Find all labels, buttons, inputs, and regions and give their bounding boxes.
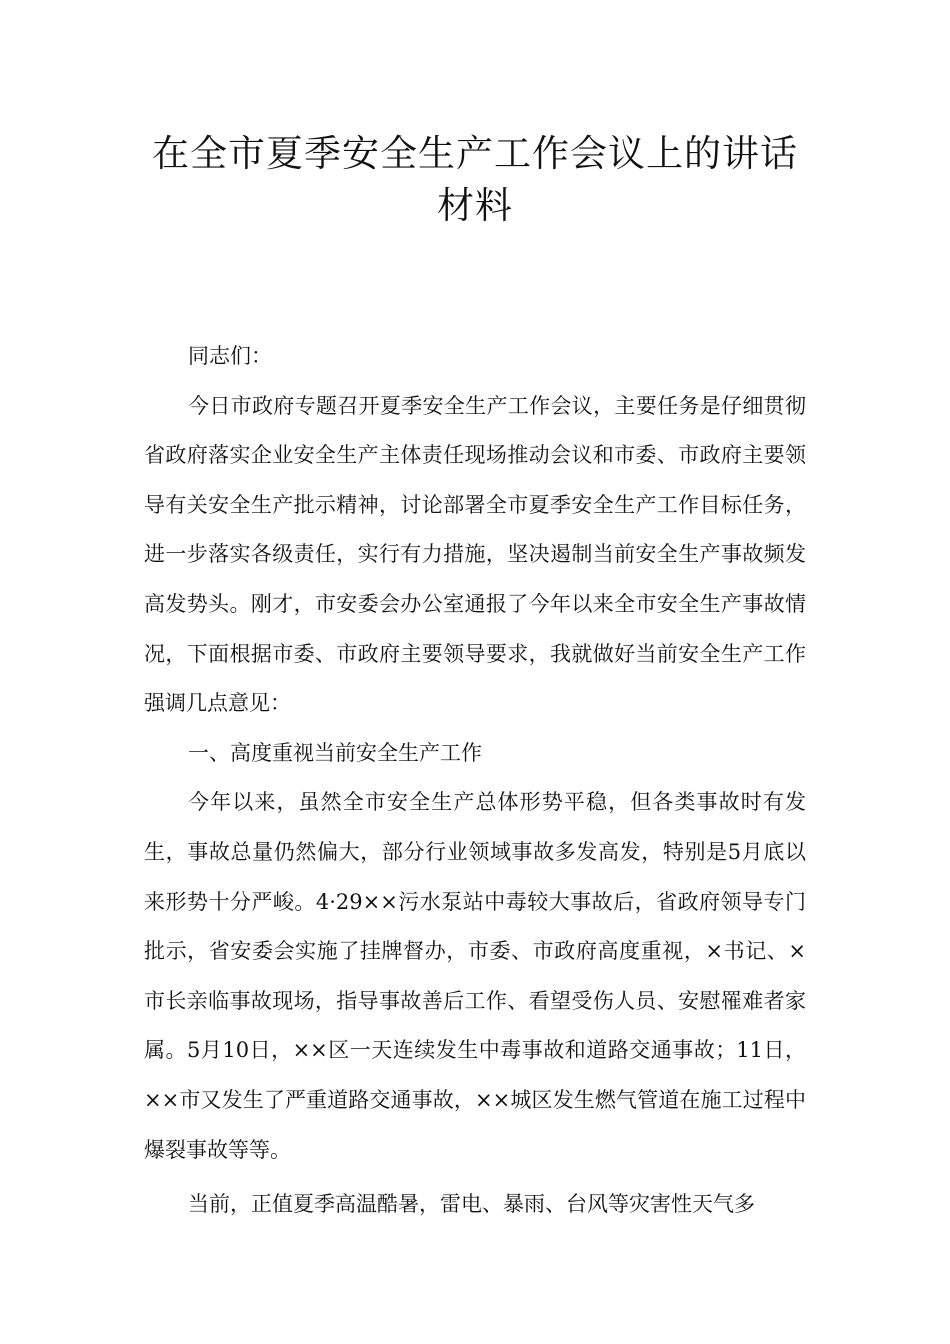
paragraph-intro: 今日市政府专题召开夏季安全生产工作会议，主要任务是仔细贯彻省政府落实企业安全生产主体责任现场推动会议和市委、市政府主要领导有关安全生产批示精神，讨论部署全市夏季安全生产工作目标任务，进一步落实各级责任，实行有力措施，坚决遏制当前安全生产事故频发高发势头。刚才，市安委会办公室通报了今年以来全市安全生产事故情况，下面根据市委、市政府主要领导要求，我就做好当前安全生产工作强调几点意见： <box>144 393 806 716</box>
title-line-2: 材料 <box>437 184 513 227</box>
title-line-1: 在全市夏季安全生产工作会议上的讲话 <box>152 132 798 175</box>
section-heading-1: 一、高度重视当前安全生产工作 <box>188 740 482 765</box>
document-title <box>100 128 850 232</box>
paragraph-current: 当前，正值夏季高温酷暑，雷电、暴雨、台风等灾害性天气多 <box>188 1192 755 1217</box>
document-body <box>144 332 806 1230</box>
paragraph-situation: 今年以来，虽然全市安全生产总体形势平稳，但各类事故时有发生，事故总量仍然偏大，部分行业领域事故多发高发，特别是5月底以来形势十分严峻。4·29××污水泵站中毒较大事故后，省政府领导专门批示，省安委会实施了挂牌督办，市委、市政府高度重视，×书记、×市长亲临事故现场，指导事故善后工作、看望受伤人员、安慰罹难者家属。5月10日，××区一天连续发生中毒事故和道路交通事故；11日，××市又发生了严重道路交通事故，××城区发生燃气管道在施工过程中爆裂事故等等。 <box>144 790 806 1162</box>
salutation: 同志们： <box>188 344 272 368</box>
